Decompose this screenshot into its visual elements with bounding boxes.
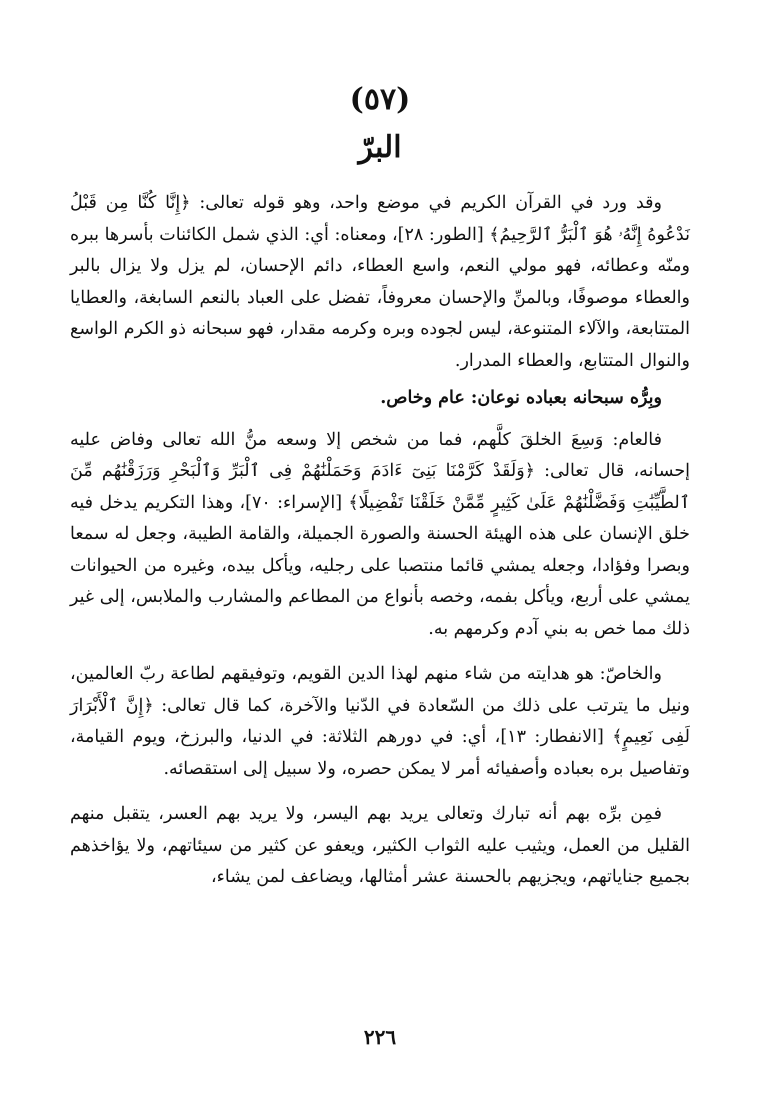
paragraph-kindness: فمِن برِّه بهم أنه تبارك وتعالى يريد بهم اليسر، ولا يريد بهم العسر، يتقبل منهم القليل من العمل، ويثيب عليه الثواب الكثير، ويعفو عن كثير من سيئاتهم، ولا يؤاخذهم بجميع جناياتهم، ويجزيهم بالحسنة عشر أمثالها، ويضاعف لمن يشاء، xyxy=(70,804,690,887)
paragraph-general: فالعام: وَسِعَ الخلقَ كلَّهم، فما من شخص إلا وسعه منُّ الله تعالى وفاض عليه إحسانه، قال تعالى: ﴿وَلَقَدْ كَرَّمْنَا بَنِىٓ ءَادَمَ وَحَمَلْنَٰهُمْ فِى ٱلْبَرِّ وَٱلْبَحْرِ وَرَزَقْنَٰهُم مِّنَ ٱلطَّيِّبَٰتِ وَفَضَّلْنَٰهُمْ عَلَىٰ كَثِيرٍ مِّمَّنْ خَلَقْنَا تَفْضِيلًا﴾ [الإسراء: ٧٠]، وهذا التكريم يدخل فيه خلق الإنسان على هذه الهيئة الحسنة والصورة الجميلة، والقامة الطيبة، وجعل له سمعا وبصرا وفؤادا، وجعله يمشي قائما منتصبا على رجليه، ويأكل بيده، وغيره من الحيوانات يمشي على أربع، ويأكل بفمه، وخصه بأنواع من المطاعم والمشارب والملابس، إلى غير ذلك مما خص به بني آدم وكرمهم به. xyxy=(70,429,690,639)
paragraph-intro: وقد ورد في القرآن الكريم في موضع واحد، وهو قوله تعالى: ﴿إِنَّا كُنَّا مِن قَبْلُ نَدْعُوهُ إِنَّهُۥ هُوَ ٱلْبَرُّ ٱلرَّحِيمُ﴾ [الطور: ٢٨]، ومعناه: أي: الذي شمل الكائنات بأسرها ببره ومنّه وعطائه، فهو مولي النعم، واسع العطاء، دائم الإحسان، لم يزل ولا يزال بالبر والعطاء موصوفًا، وبالمنِّ والإحسان معروفاً، تفضل على العباد بالنعم السابغة، والعطايا المتتابعة، والآلاء المتنوعة، ليس لجوده وبره وكرمه مقدار، فهو سبحانه ذو الكرم الواسع والنوال المتتابع، والعطاء المدرار. xyxy=(70,193,690,371)
chapter-title: البرّ xyxy=(358,130,402,165)
paragraph-special: والخاصّ: هو هدايته من شاء منهم لهذا الدين القويم، وتوفيقهم لطاعة ربّ العالمين، ونيل ما يترتب على ذلك من السّعادة في الدّنيا والآخرة، كما قال تعالى: ﴿إِنَّ ٱلْأَبْرَارَ لَفِى نَعِيمٍ﴾ [الانفطار: ١٣]، أي: في دورهم الثلاثة: في الدنيا، والبرزخ، ويوم القيامة، وتفاصيل بره بعباده وأصفيائه أمر لا يمكن حصره، ولا سبيل إلى استقصائه. xyxy=(70,664,690,779)
chapter-number: (٥٧) xyxy=(349,82,411,117)
paragraph-types-heading: وبِرُّه سبحانه بعباده نوعان: عام وخاص. xyxy=(380,388,662,408)
page-number: ٢٢٦ xyxy=(363,1025,397,1049)
